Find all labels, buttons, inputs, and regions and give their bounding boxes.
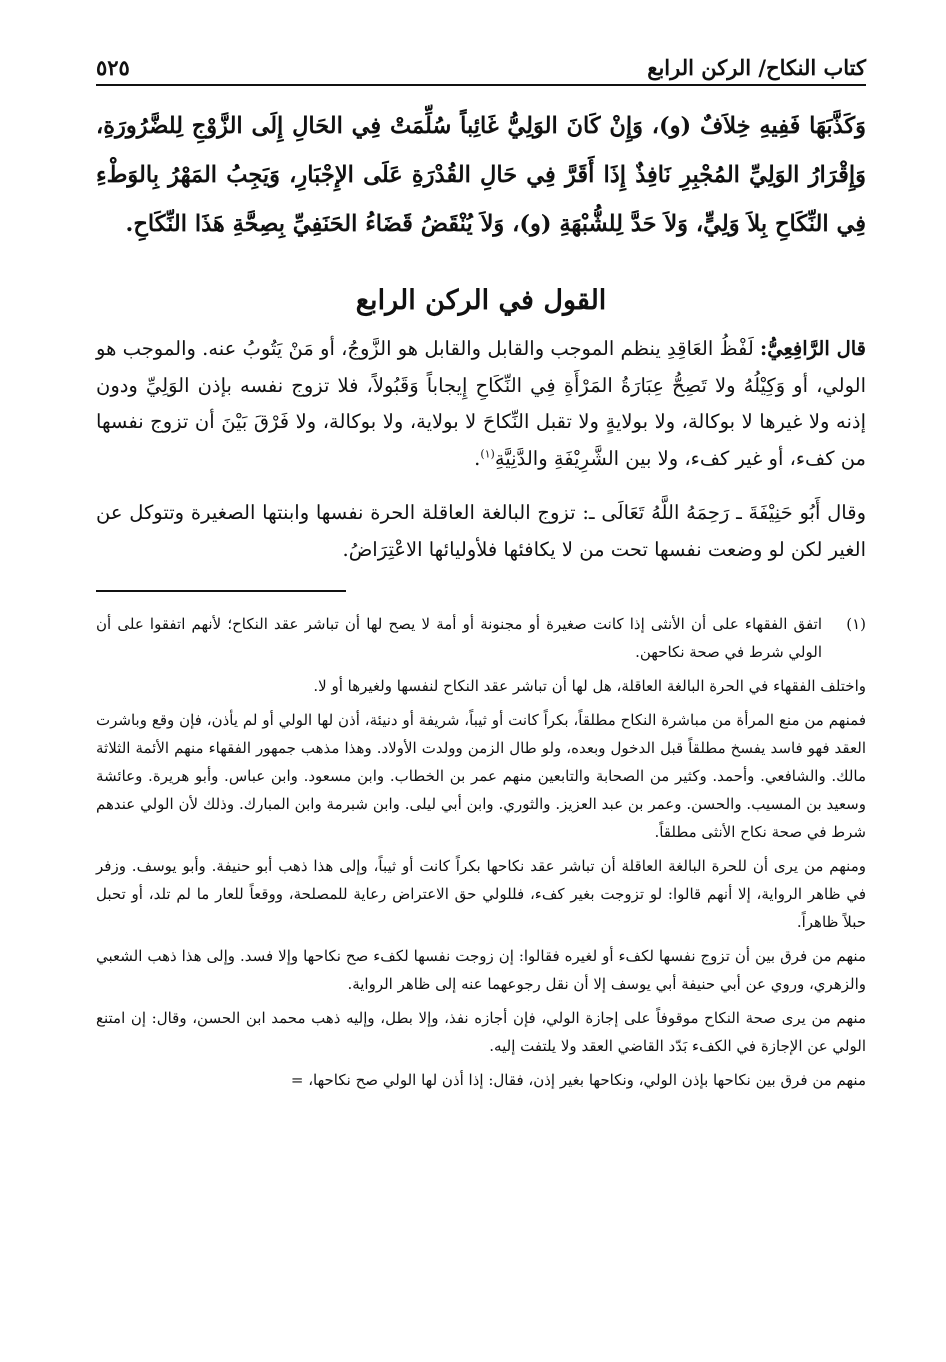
matn-text-block [96,102,866,249]
footnote-ref[interactable]: (١) [480,447,495,460]
footnote-paragraph-5: منهم من فرق بين أن تزوج نفسها لكفء أو لغيره فقالوا: إن زوجت نفسها لكفء صح نكاحها وإلا فسد. وإلى هذا ذهب الشعبي والزهري، وروي عن أبي حنيفة أبي يوسف إلا أن نقل رجوعهما عنه إلى ظاهر الرواية. [96,947,866,993]
footnote-paragraph-2: واختلف الفقهاء في الحرة البالغة العاقلة، هل لها أن تباشر عقد النكاح لنفسها ولغيرها أو لا. [313,677,866,695]
commentary-paragraph-1 [96,331,866,477]
paragraph-1-end: . [474,446,481,470]
footnotes-block [96,610,866,1094]
footnote-paragraph-7: منهم من فرق بين نكاحها بإذن الولي، ونكاحها بغير إذن، فقال: إذا أذن لها الولي صح نكاحها، = [290,1071,866,1089]
page-number: ٥٢٥ [96,55,130,80]
footnote-paragraph-4: ومنهم من يرى أن للحرة البالغة العاقلة أن تباشر عقد نكاحها بكراً كانت أو ثيباً، وإلى هذا ذهب أبو حنيفة. وأبو يوسف. وزفر في ظاهر الرواية، إلا أنهم قالوا: لو تزوجت بغير كفء، فللولي حق الاعتراض رعاية للمصلحة، ووقعاً للعار ما لم تلد، أو تحبل حبلاً ظاهراً. [96,857,866,931]
commentary-block [96,331,866,568]
speaker-label: قال الرَّافِعِيُّ: [760,337,866,360]
section-title: القول في الركن الرابع [355,285,607,316]
header-title: كتاب النكاح/ الركن الرابع [647,55,866,80]
footnote-paragraph-3: فمنهم من منع المرأة من مباشرة النكاح مطلقاً، بكراً كانت أو ثيباً، شريفة أو دنيئة، أذن لها الولي أو لم يأذن، فإن وقع وباشرت العقد فهو فاسد يفسخ مطلقاً قبل الدخول وبعده، ولو طال الزمن وولدت الأولاد. وهذا مذهب جمهور الفقهاء منهم الأئمة الثلاثة مالك. والشافعي. وأحمد. وكثير من الصحابة والتابعين منهم عمر بن الخطاب. وابن مسعود. وابن عباس. وأبو هريرة. وعائشة وسعيد بن المسيب. والحسن. وعمر بن عبد العزيز. والثوري. وابن أبي ليلى. وابن شبرمة وابن المبارك. وذلك لأن الولي عندهم شرط في صحة نكاح الأنثى مطلقاً. [96,711,866,841]
footnote-paragraph-6: منهم من يرى صحة النكاح موقوفاً على إجازة الولي، فإن أجازه نفذ، وإلا بطل، وإليه ذهب محمد ابن الحسن، وقال: إن امتنع الولي عن الإجازة في الكفء بَدّد القاضي العقد ولا يلتفت إليه. [96,1009,866,1055]
matn-paragraph: وَكَذَّبَهَا فَفِيهِ خِلاَفٌ (و)، وَإِنْ كَانَ الوَلِيُّ غَائِباً سُلِّمَتْ فِي الحَالِ إِلَى الزَّوْجِ لِلضَّرُورَةِ، وَإِقْرَارُ الوَلِيِّ المُجْبِرِ نَافِذٌ إِذَا أَقَرَّ فِي حَالِ القُدْرَةِ عَلَى الإِجْبَارِ، وَيَجِبُ المَهْرُ بِالوَطْءِ فِي النِّكَاحِ بِلاَ وَلِيٍّ، وَلاَ حَدَّ لِلشُّبْهَةِ (و)، وَلاَ يُنْقَضُ قَضَاءُ الحَنَفِيِّ بِصِحَّةِ هَذَا النِّكَاحِ. [96,113,866,237]
footnote-1 [96,610,866,666]
footnote-1-text: اتفق الفقهاء على أن الأنثى إذا كانت صغيرة أو مجنونة أو أمة لا يصح لها أن تباشر عقد النكاح؛ لأنهم اتفقوا على أن الولي شرط في صحة نكاحهن. [96,615,822,661]
commentary-paragraph-2: وقال أَبُو حَنِيْفَةَ ـ رَحِمَهُ اللَّهُ تَعَالَى ـ: تزوج البالغة العاقلة الحرة نفسها وابنتها الصغيرة وتتوكل عن الغير لكن لو وضعت نفسها تحت من لا يكافئها فلأوليائها الاعْتِرَاضُ. [96,501,866,561]
book-page [96,40,866,1100]
paragraph-1-text: لَفْظُ العَاقِدِ ينظم الموجب والقابل والقابل هو الزَّوجُ، أو مَنْ يَتُوبُ عنه. والموجب هو الولي، أو وَكِيْلُهُ ولا تَصِحُّ عِبَارَةُ المَرْأَةِ فِي النِّكَاحِ إِيجاباً وَقَبُولاً، فلا تزوج نفسه بإذن الوَلِيِّ ودون إذنه ولا غيرها لا بوكالة، ولا بولايةٍ ولا تقبل النِّكاحَ لا بولاية، ولا بوكالة، ولا فَرْقَ بَيْنَ أن تزوج نفسها من كفء، أو غير كفء، ولا بين الشَّرِيْفَةِ والدَّنِيَّةِ [96,337,866,470]
footnote-separator [96,590,346,592]
header-rule [96,84,866,86]
footnote-number: (١) [846,615,866,633]
running-header [96,40,866,80]
